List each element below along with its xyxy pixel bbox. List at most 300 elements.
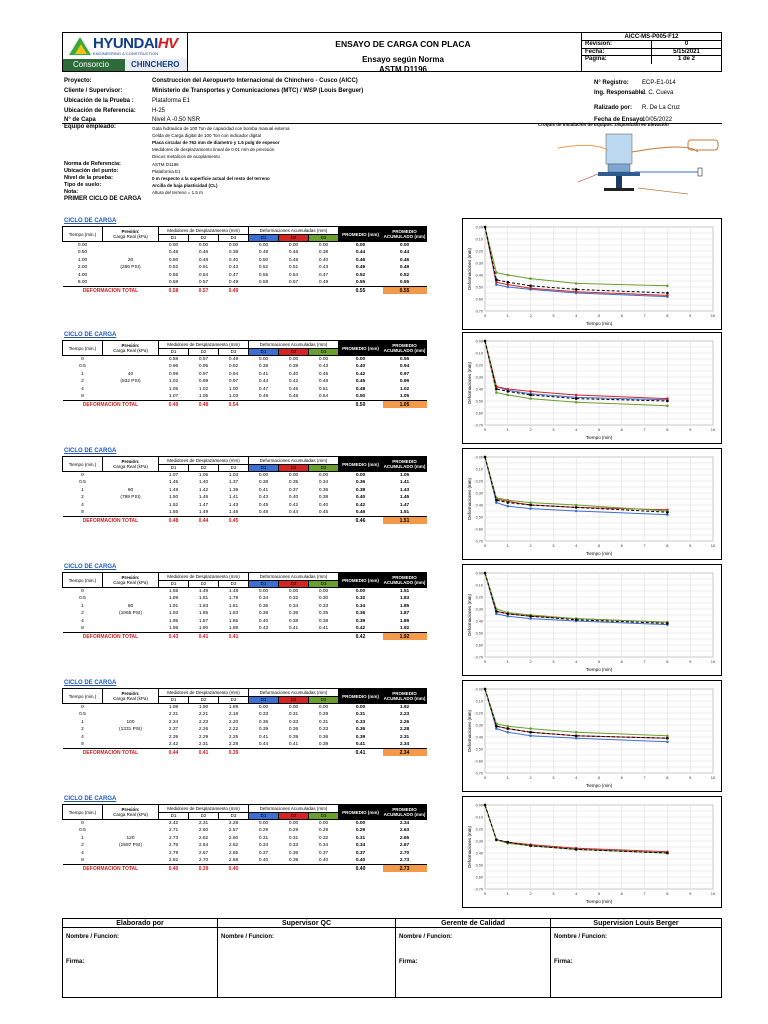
deform-d1-header: D1 (249, 348, 279, 356)
series-promedio-point (575, 288, 578, 291)
value-cell: 2.62 (228, 843, 239, 849)
series-d3-point (529, 727, 532, 730)
promedio-header: PROMEDIO (mm) (339, 689, 383, 704)
cycle-table (62, 456, 427, 524)
promedio-cell: 0.46 (355, 510, 366, 515)
promedio-cell: 0.39 (355, 618, 366, 624)
series-promedio-point (484, 226, 487, 229)
deformation-chart (462, 680, 722, 792)
value-cell: 2.60 (198, 828, 209, 834)
value-cell: 0.94 (228, 371, 239, 377)
chart-svg (463, 219, 721, 329)
x-tick-label: 10 (710, 659, 716, 664)
promedio-header: PROMEDIO (mm) (339, 573, 383, 588)
cycle-title: CICLO DE CARGA (64, 564, 117, 570)
table-row (63, 393, 427, 401)
promedio-acumulado-cell: 0.97 (399, 371, 410, 377)
value-cell: 1.05 (198, 394, 209, 399)
brand-name: HYUNDAIHV (93, 35, 178, 52)
company-logo (63, 33, 188, 71)
value-cell: 2.76 (168, 843, 179, 849)
series-d2-point (495, 281, 498, 284)
value-cell: 0.00 (288, 589, 299, 594)
value-cell: 0.00 (318, 357, 329, 362)
value-cell: 1.49 (198, 589, 209, 594)
promedio-acumulado-cell: 0.55 (399, 280, 410, 285)
x-tick-label: 2 (529, 659, 532, 664)
series-promedio-point (666, 400, 669, 403)
value-cell: 1.43 (228, 502, 239, 508)
total-promedio-acumulado: 2.73 (383, 865, 427, 873)
y-tick-label: 0.50 (475, 863, 483, 868)
value-cell: 0.51 (288, 265, 299, 271)
value-cell: 1.85 (198, 611, 209, 617)
value-cell: 0.34 (258, 843, 269, 849)
deformaciones-header: Deformaciones Acumuladas (mm) (249, 805, 339, 813)
total-promedio: 0.50 (339, 401, 383, 409)
value-cell: 0.57 (198, 357, 209, 362)
series-promedio-point (495, 610, 498, 613)
tiempo-cell: 4 (81, 386, 84, 392)
value-cell: 0.43 (258, 626, 269, 631)
promedio-cell: 0.39 (355, 734, 366, 740)
carga-cell: (266 PSI) (120, 265, 141, 271)
deform-d2-header: D2 (279, 812, 309, 820)
promedio-acumulado-cell: 2.28 (399, 727, 410, 733)
x-tick-label: 5 (597, 313, 601, 318)
ubic-ref-label: Ubicación de Referencia: (64, 108, 136, 114)
value-cell: 0.36 (318, 487, 329, 493)
x-tick-label: 0 (483, 775, 487, 780)
total-spacer (249, 517, 279, 525)
load-cycle (62, 448, 722, 562)
value-cell: 0.00 (318, 473, 329, 478)
value-cell: 0.95 (198, 364, 209, 370)
carga-cell (103, 820, 159, 828)
total-d1: 0.40 (159, 865, 189, 873)
value-cell: 1.87 (198, 618, 209, 624)
sig-supervisor: Supervisor QC Nombre / Funcion: (218, 919, 396, 997)
carga-cell (103, 249, 159, 257)
document-meta (581, 33, 721, 71)
medidores-header: Medidores de Desplazamiento (mm) (159, 805, 249, 813)
value-cell: 1.49 (198, 510, 209, 515)
table-row (63, 378, 427, 386)
value-cell: 0.39 (288, 734, 299, 740)
total-d2: 0.39 (189, 865, 219, 873)
tiempo-cell: 0.5 (79, 712, 86, 718)
value-cell: 0.29 (258, 828, 269, 834)
y-tick-label: 0.60 (475, 297, 483, 302)
sig-gerente: Gerente de Calidad Nombre / Funcion: Firma: (396, 919, 551, 997)
series-d3-point (507, 274, 510, 277)
value-cell: 2.79 (168, 850, 179, 856)
total-spacer (279, 749, 309, 757)
promedio-cell: 0.40 (355, 364, 366, 370)
carga-cell (103, 393, 159, 401)
table-row (63, 363, 427, 371)
value-cell: 1.07 (168, 473, 179, 478)
report-sheet (62, 32, 722, 904)
table-row (63, 842, 427, 850)
series-d3-point (575, 401, 578, 404)
cliente-value: Ministerio de Transportes y Comunicaciones (MTC) / WSP (Louis Berguer) (152, 88, 364, 94)
y-tick-label: 0.40 (475, 503, 483, 508)
value-cell: 0.34 (258, 596, 269, 602)
series-promedio-point (495, 839, 498, 842)
tiempo-cell: 2.00 (77, 265, 88, 271)
value-cell: 1.47 (198, 502, 209, 508)
value-cell: 1.89 (228, 705, 239, 710)
total-spacer (309, 517, 339, 525)
total-spacer (309, 865, 339, 873)
carga-cell (103, 363, 159, 371)
value-cell: 0.00 (198, 243, 209, 248)
y-tick-label: 0.30 (475, 491, 483, 496)
y-tick-label: 0.70 (475, 423, 483, 428)
deformacion-total-row (63, 633, 427, 641)
value-cell: 1.89 (168, 596, 179, 602)
value-cell: 1.48 (168, 487, 179, 493)
table-row (63, 479, 427, 487)
value-cell: 0.00 (288, 473, 299, 478)
fecha-row: Fecha: 5/15/2021 (582, 49, 721, 57)
value-cell: 0.96 (168, 364, 179, 370)
value-cell: 0.49 (228, 280, 239, 285)
promedio-cell: 0.44 (355, 250, 366, 256)
series-promedio-point (529, 731, 532, 734)
total-promedio: 0.55 (339, 287, 383, 295)
table-row (63, 610, 427, 618)
tiempo-cell: 1 (81, 603, 84, 609)
installation-sketch (538, 122, 722, 200)
x-tick-label: 6 (620, 427, 623, 432)
header (62, 32, 722, 72)
promedio-acumulado-cell: 1.05 (399, 394, 410, 399)
promedio-cell: 0.49 (355, 265, 366, 271)
carga-cell (103, 857, 159, 865)
value-cell: 1.55 (168, 589, 179, 594)
cycle-table (62, 572, 427, 640)
chart-x-label: Tiempo (min) (585, 667, 613, 672)
promedio-acumulado-cell: 1.45 (399, 495, 410, 501)
value-cell: 1.81 (198, 596, 209, 602)
value-cell: 0.33 (288, 843, 299, 849)
value-cell: 0.00 (288, 357, 299, 362)
series-promedio-point (507, 727, 510, 730)
table-row (63, 249, 427, 257)
value-cell: 0.40 (318, 502, 329, 508)
x-tick-label: 3 (552, 891, 555, 896)
promedio-acumulado-cell: 1.87 (399, 611, 410, 617)
carga-cell (103, 279, 159, 287)
load-cycle (62, 564, 722, 678)
cycle-table (62, 340, 427, 408)
promedio-acumulado-cell: 1.02 (399, 386, 410, 392)
table-row (63, 257, 427, 265)
value-cell: 2.42 (168, 742, 179, 747)
value-cell: 0.00 (318, 243, 329, 248)
carga-cell (103, 386, 159, 394)
tiempo-cell: 0.00 (77, 243, 88, 248)
value-cell: 0.31 (288, 835, 299, 841)
y-tick-label: 0.00 (475, 803, 483, 808)
series-d1-point (666, 741, 669, 744)
y-tick-label: 0.00 (475, 687, 483, 692)
value-cell: 0.00 (258, 705, 269, 710)
value-cell: 0.00 (318, 589, 329, 594)
presion-header (103, 341, 159, 356)
value-cell: 0.55 (168, 272, 179, 278)
chinchero-label: CHINCHERO (125, 59, 187, 71)
deform-d2-header: D2 (279, 348, 309, 356)
y-tick-label: 0.00 (475, 339, 483, 344)
deformation-chart (462, 448, 722, 560)
tiempo-cell: 1 (81, 835, 84, 841)
x-tick-label: 2 (529, 427, 532, 432)
value-cell: 2.82 (168, 858, 179, 863)
value-cell: 2.73 (168, 835, 179, 841)
norma-value: ASTM D1196 (152, 162, 179, 167)
promedio-cell: 0.00 (355, 821, 366, 826)
promedio-acumulado-cell: 2.73 (399, 858, 410, 863)
sig-supervision: Supervision Louis Berger Nombre / Funcion: Firma: (551, 919, 721, 997)
medidor-d3-header: D3 (219, 348, 249, 356)
presion-label: Presión: (121, 807, 140, 812)
total-d1: 0.58 (159, 287, 189, 295)
promedio-cell: 0.42 (355, 502, 366, 508)
y-tick-label: 0.70 (475, 655, 483, 660)
presion-header (103, 457, 159, 472)
y-tick-label: 0.70 (475, 539, 483, 544)
total-spacer (249, 865, 279, 873)
total-spacer (249, 749, 279, 757)
value-cell: 0.36 (318, 734, 329, 740)
promedio-header: PROMEDIO (mm) (339, 341, 383, 356)
table-row (63, 472, 427, 480)
x-tick-label: 4 (575, 775, 578, 780)
deformacion-total-row (63, 865, 427, 873)
total-spacer (309, 287, 339, 295)
series-promedio-point (507, 841, 510, 844)
value-cell: 0.49 (228, 357, 239, 362)
carga-real-label: Carga Real (kPa) (113, 348, 148, 353)
value-cell: 0.54 (288, 272, 299, 278)
x-tick-label: 9 (689, 659, 692, 664)
equipo-line-4: Medidores de desplazamiento lineal de 0.01 mm de precisión (152, 147, 275, 152)
value-cell: 0.40 (288, 371, 299, 377)
series-d2-point (529, 390, 532, 393)
series-d1-point (507, 286, 510, 289)
series-d1-point (495, 613, 498, 616)
value-cell: 0.45 (288, 386, 299, 392)
promedio-cell: 0.36 (355, 727, 366, 733)
value-cell: 0.40 (288, 495, 299, 501)
x-tick-label: 0 (483, 891, 487, 896)
promedio-acumulado-cell: 1.05 (399, 473, 410, 478)
series-promedio-point (575, 619, 578, 622)
promedio-cell: 0.29 (355, 828, 366, 834)
value-cell: 0.00 (258, 243, 269, 248)
series-d3-point (495, 391, 498, 394)
promedio-cell: 0.36 (355, 611, 366, 617)
tiempo-cell: 0 (81, 357, 84, 362)
series-promedio-point (666, 292, 669, 295)
y-tick-label: 0.20 (475, 711, 483, 716)
medidor-d1-header: D1 (159, 696, 189, 704)
value-cell: 0.38 (318, 250, 329, 256)
punto-label: Ubicación del punto: (64, 168, 119, 174)
series-d1-point (495, 501, 498, 504)
value-cell: 0.41 (288, 626, 299, 631)
value-cell: 0.52 (168, 265, 179, 271)
table-row (63, 734, 427, 742)
series-promedio-point (575, 848, 578, 851)
x-tick-label: 8 (666, 891, 669, 896)
table-row (63, 371, 427, 379)
value-cell: 2.62 (198, 835, 209, 841)
x-tick-label: 8 (666, 543, 669, 548)
tiempo-cell: 0.5 (79, 364, 86, 370)
y-tick-label: 0.40 (475, 619, 483, 624)
registro-value: ECP-E1-014 (642, 80, 676, 86)
y-tick-label: 0.70 (475, 887, 483, 892)
value-cell: 0.33 (318, 727, 329, 733)
series-d2-point (575, 291, 578, 294)
series-d3-point (529, 397, 532, 400)
promedio-cell: 0.31 (355, 835, 366, 841)
total-spacer (309, 749, 339, 757)
promedio-acumulado-cell: 0.00 (399, 243, 410, 248)
value-cell: 0.41 (318, 626, 329, 631)
x-tick-label: 3 (552, 427, 555, 432)
value-cell: 0.58 (168, 280, 179, 285)
table-row (63, 618, 427, 626)
tiempo-cell: 8.00 (77, 280, 88, 285)
total-spacer (279, 287, 309, 295)
deformacion-total-row (63, 517, 427, 525)
promedio-cell: 0.00 (355, 243, 366, 248)
carga-cell (103, 850, 159, 858)
total-promedio-acumulado: 1.92 (383, 633, 427, 641)
promedio-acumulado-cell: 1.92 (399, 705, 410, 710)
carga-cell (103, 827, 159, 835)
total-spacer (309, 401, 339, 409)
promedio-acumulado-header: PROMEDIO ACUMULADO (mm) (383, 689, 427, 704)
value-cell: 1.05 (198, 473, 209, 478)
promedio-acumulado-cell: 0.49 (399, 265, 410, 271)
value-cell: 2.71 (168, 828, 179, 834)
medidores-header: Medidores de Desplazamiento (mm) (159, 573, 249, 581)
promedio-acumulado-header: PROMEDIO ACUMULADO (mm) (383, 457, 427, 472)
value-cell: 0.41 (258, 487, 269, 493)
value-cell: 2.20 (228, 719, 239, 725)
value-cell: 1.90 (198, 705, 209, 710)
total-spacer (279, 401, 309, 409)
tiempo-cell: 2 (81, 495, 84, 501)
presion-header (103, 805, 159, 820)
table-row (63, 356, 427, 364)
x-tick-label: 2 (529, 775, 532, 780)
value-cell: 0.40 (258, 618, 269, 624)
value-cell: 0.33 (258, 712, 269, 718)
y-tick-label: 0.40 (475, 387, 483, 392)
value-cell: 0.58 (258, 280, 269, 285)
series-d2-point (529, 287, 532, 290)
series-d3-point (507, 499, 510, 502)
promedio-cell: 0.34 (355, 843, 366, 849)
value-cell: 1.78 (228, 596, 239, 602)
value-cell: 1.86 (228, 618, 239, 624)
nota-label: Nota: (64, 189, 79, 195)
cycle-header-row (63, 573, 427, 581)
cycle-title: CICLO DE CARGA (64, 332, 117, 338)
value-cell: 0.55 (258, 272, 269, 278)
value-cell: 0.38 (318, 495, 329, 501)
deformaciones-header: Deformaciones Acumuladas (mm) (249, 689, 339, 697)
x-tick-label: 10 (710, 427, 716, 432)
deformacion-total-label: DEFORMACION TOTAL (63, 287, 159, 295)
tiempo-cell: 1 (81, 719, 84, 725)
value-cell: 2.18 (228, 712, 239, 718)
promedio-cell: 0.00 (355, 357, 366, 362)
value-cell: 0.45 (318, 510, 329, 515)
table-row (63, 850, 427, 858)
tiempo-cell: 4 (81, 618, 84, 624)
total-d3: 0.40 (219, 865, 249, 873)
x-tick-label: 1 (506, 891, 509, 896)
promedio-acumulado-cell: 2.70 (399, 850, 410, 856)
tiempo-header: Tiempo (min.) (63, 573, 103, 588)
medidor-d2-header: D2 (189, 464, 219, 472)
total-spacer (279, 865, 309, 873)
fecha-ensayo-value: 10/05/2022 (642, 117, 673, 123)
chart-svg (463, 797, 721, 907)
value-cell: 0.45 (258, 502, 269, 508)
value-cell: 1.91 (168, 603, 179, 609)
x-tick-label: 0 (483, 427, 487, 432)
deformaciones-header: Deformaciones Acumuladas (mm) (249, 457, 339, 465)
chart-x-label: Tiempo (min) (585, 783, 613, 788)
x-tick-label: 4 (575, 427, 578, 432)
value-cell: 0.48 (288, 257, 299, 263)
carga-cell (103, 509, 159, 517)
series-d1-point (666, 513, 669, 516)
value-cell: 0.47 (228, 272, 239, 278)
x-tick-label: 9 (689, 313, 692, 318)
value-cell: 1.52 (168, 502, 179, 508)
suelo-value: Arcilla de baja plasticidad (CL) (152, 183, 218, 188)
tiempo-cell: 0.5 (79, 828, 86, 834)
ubic-prueba-label: Ubicación de la Prueba : (64, 98, 134, 104)
value-cell: 1.03 (228, 473, 239, 478)
value-cell: 0.38 (228, 250, 239, 256)
value-cell: 0.48 (258, 510, 269, 515)
table-row (63, 741, 427, 749)
value-cell: 2.60 (228, 835, 239, 841)
y-tick-label: 0.50 (475, 631, 483, 636)
brand-sub: ENGINEERING & CONSTRUCTION (93, 51, 159, 56)
x-tick-label: 7 (643, 659, 646, 664)
value-cell: 0.42 (288, 379, 299, 385)
presion-label: Presión: (121, 691, 140, 696)
medidores-header: Medidores de Desplazamiento (mm) (159, 341, 249, 349)
series-d2-point (666, 294, 669, 297)
value-cell: 0.36 (288, 611, 299, 617)
value-cell: 0.00 (228, 243, 239, 248)
x-tick-label: 4 (575, 659, 578, 664)
tiempo-cell: 4 (81, 850, 84, 856)
